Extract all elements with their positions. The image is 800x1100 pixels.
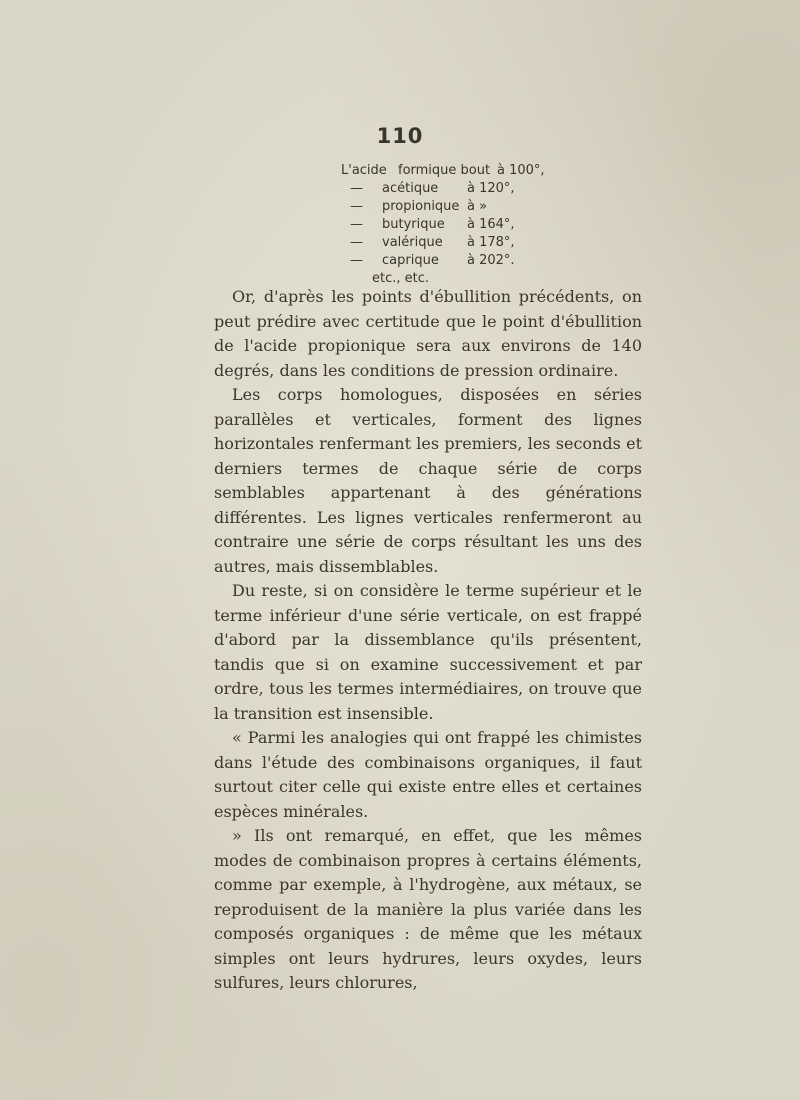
paragraph: » Ils ont remarqué, en effet, que les mêmes modes de combinaison propres à certains éléments, comme par exemple, à l'hydrogène, aux métaux, se reproduisent de la manière la plus variée dans les composés organiques : de même que les métaux simples ont leurs hydrures, leurs oxydes, leurs sulfures, leurs chlorures, [214, 826, 642, 992]
boiling-temperature: à 164°, [467, 217, 515, 232]
row-prefix: — [350, 217, 363, 232]
row-prefix: — [350, 235, 363, 250]
row-prefix: L'acide [341, 163, 387, 178]
acid-name: caprique [382, 253, 439, 268]
boiling-temperature: à » [467, 199, 488, 214]
page-number: 110 [376, 124, 424, 148]
boiling-temperature: à 120°, [467, 181, 515, 196]
paragraph: Or, d'après les points d'ébullition précédents, on peut prédire avec certitude que le point d'ébullition de l'acide propionique sera aux environs de 140 degrés, dans les conditions de pression ordinaire. [214, 287, 642, 380]
row-prefix: — [350, 199, 363, 214]
paragraph: « Parmi les analogies qui ont frappé les chimistes dans l'étude des combinaisons organiques, il faut surtout citer celle qui existe entre elles et certaines espèces minérales. [214, 728, 642, 821]
row-prefix: — [350, 181, 363, 196]
body-text [214, 285, 642, 996]
acid-name: butyrique [382, 217, 445, 232]
acid-name: formique bout [398, 163, 491, 178]
boiling-temperature: à 202°. [467, 253, 515, 268]
paragraph: Du reste, si on considère le terme supérieur et le terme inférieur d'une série verticale, on est frappé d'abord par la dissemblance qu'ils présentent, tandis que si on examine successivement et par ordre, tous les termes intermédiaires, on trouve que la transition est insensible. [214, 581, 642, 723]
boiling-temperature: à 100°, [497, 163, 545, 178]
row-prefix: — [350, 253, 363, 268]
paragraph: Les corps homologues, disposées en séries parallèles et verticales, forment des lignes horizontales renfermant les premiers, les seconds et derniers termes de chaque série de corps semblables appartenant à des générations différentes. Les lignes verticales renfermeront au contraire une série de corps résultant les uns des autres, mais dissemblables. [214, 385, 642, 576]
boiling-temperature: à 178°, [467, 235, 515, 250]
acid-name: valérique [382, 235, 443, 250]
acid-name: acétique [382, 181, 439, 196]
table-continuation: etc., etc. [372, 271, 430, 286]
acid-name: propionique [382, 199, 460, 214]
